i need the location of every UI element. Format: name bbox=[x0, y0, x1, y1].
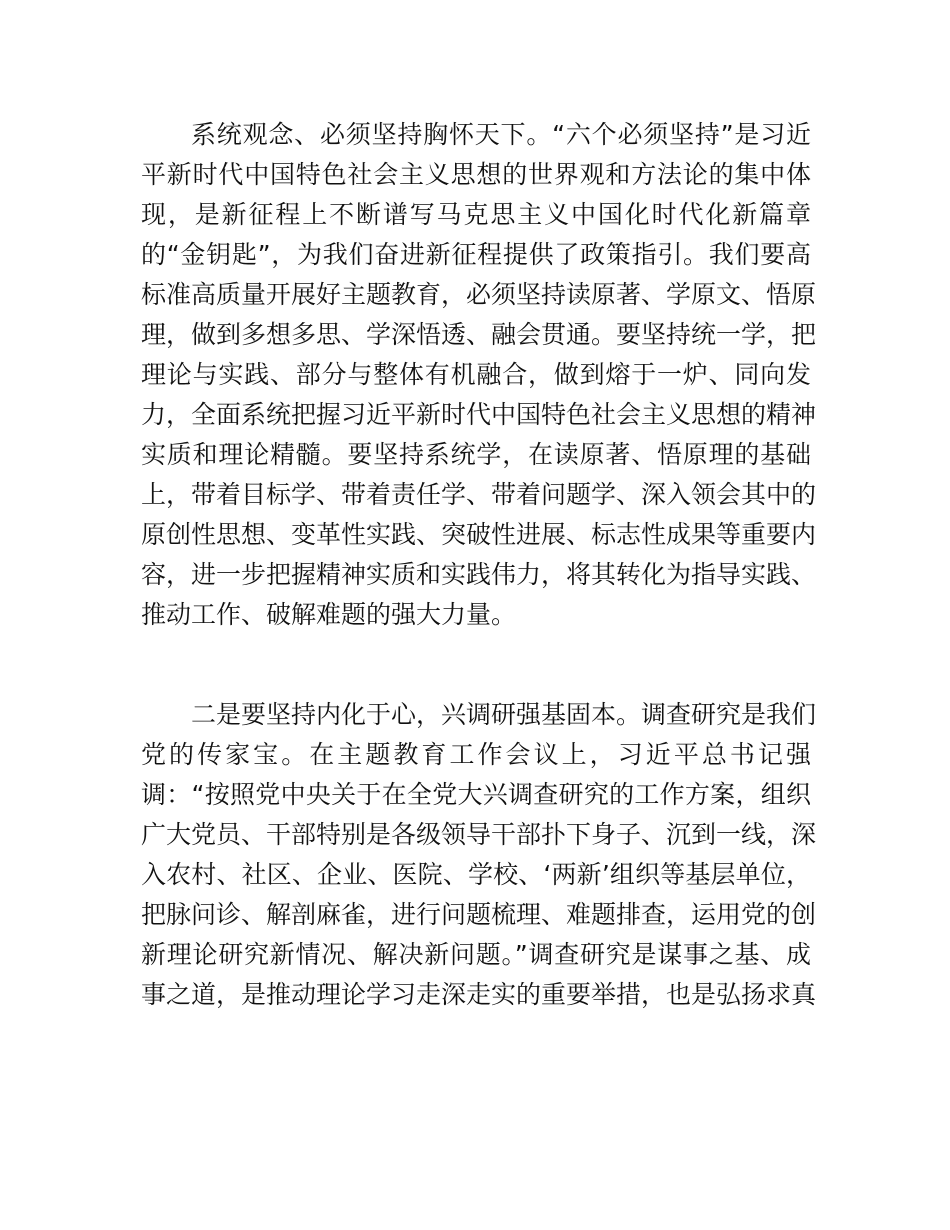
text-line: 调：“按照党中央关于在全党大兴调查研究的工作方案，组织 bbox=[141, 780, 811, 809]
text-line: 党的传家宝。在主题教育工作会议上，习近平总书记强 bbox=[141, 740, 811, 769]
paragraph-1 bbox=[141, 115, 817, 635]
text-line: 实质和理论精髓。要坚持系统学，在读原著、悟原理的基础 bbox=[141, 440, 811, 469]
text-line: 事之道，是推动理论学习走深走实的重要举措，也是弘扬求真 bbox=[141, 980, 817, 1009]
text-line: 原创性思想、变革性实践、突破性进展、标志性成果等重要内 bbox=[141, 520, 817, 549]
paragraph-2 bbox=[141, 695, 817, 1015]
text-line: 标准高质量开展好主题教育，必须坚持读原著、学原文、悟原 bbox=[141, 280, 817, 309]
text-line: 广大党员、干部特别是各级领导干部扑下身子、沉到一线，深 bbox=[141, 820, 817, 849]
text-line: 平新时代中国特色社会主义思想的世界观和方法论的集中体 bbox=[141, 160, 811, 189]
text-line: 推动工作、破解难题的强大力量。 bbox=[141, 600, 517, 629]
text-line: 系统观念、必须坚持胸怀天下。“六个必须坚持”是习近 bbox=[191, 120, 811, 149]
text-line: 理，做到多想多思、学深悟透、融会贯通。要坚持统一学，把 bbox=[141, 320, 817, 349]
text-line: 新理论研究新情况、解决新问题。”调查研究是谋事之基、成 bbox=[141, 940, 811, 969]
text-line: 力，全面系统把握习近平新时代中国特色社会主义思想的精神 bbox=[141, 400, 817, 429]
text-line: 现，是新征程上不断谱写马克思主义中国化时代化新篇章 bbox=[141, 200, 811, 229]
text-line: 上，带着目标学、带着责任学、带着问题学、深入领会其中的 bbox=[141, 480, 817, 509]
text-line: 二是要坚持内化于心，兴调研强基固本。调查研究是我们 bbox=[191, 700, 817, 729]
text-line: 容，进一步把握精神实质和实践伟力，将其转化为指导实践、 bbox=[141, 560, 817, 589]
text-line: 入农村、社区、企业、医院、学校、‘两新’组织等基层单位， bbox=[141, 860, 811, 889]
text-line: 理论与实践、部分与整体有机融合，做到熔于一炉、同向发 bbox=[141, 360, 811, 389]
text-line: 的“金钥匙”，为我们奋进新征程提供了政策指引。我们要高 bbox=[141, 240, 811, 269]
text-line: 把脉问诊、解剖麻雀，进行问题梳理、难题排查，运用党的创 bbox=[141, 900, 817, 929]
